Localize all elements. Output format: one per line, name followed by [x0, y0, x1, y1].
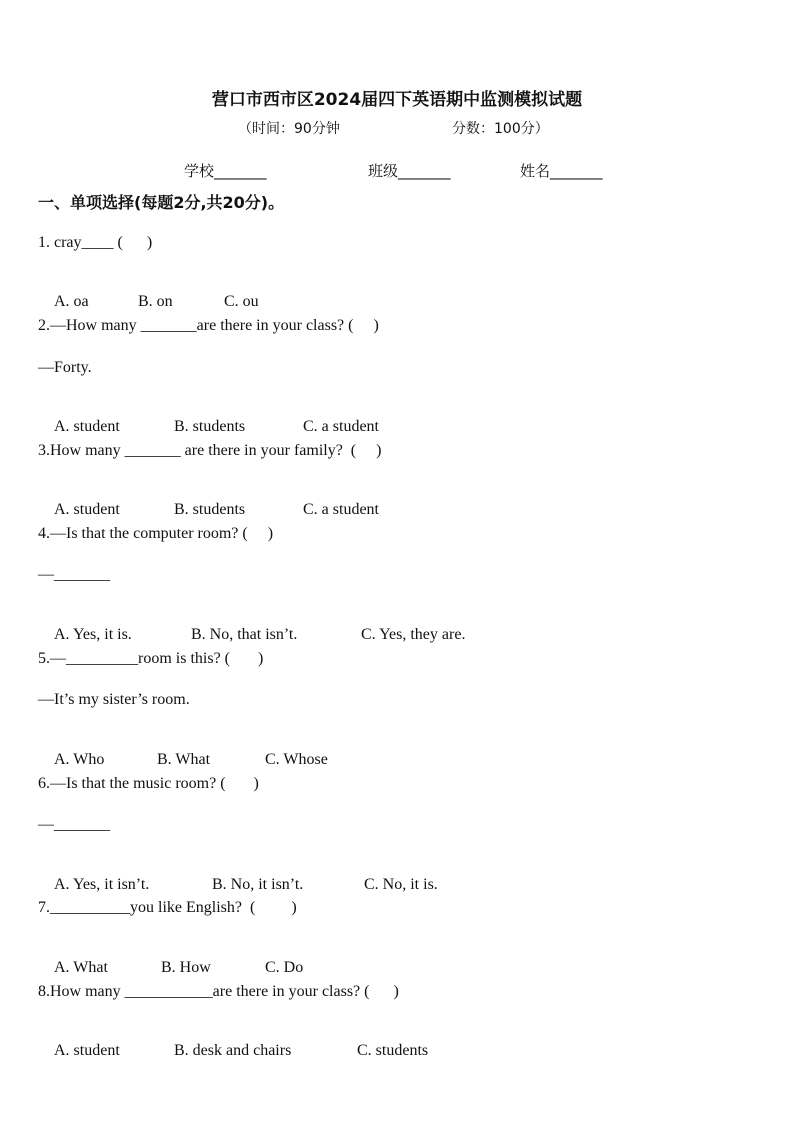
option-b: B. students [174, 501, 246, 518]
exam-title: 营口市西市区2024届四下英语期中监测模拟试题 [211, 90, 583, 110]
option-a: A. What [54, 959, 108, 976]
option-c: C. a student [303, 418, 379, 435]
question-stem: 1. cray____ ( ) [38, 234, 153, 251]
class-field: 班级_______ [368, 162, 451, 180]
exam-time: （时间：90分钟 [238, 121, 340, 137]
question-reply: —_______ [38, 566, 110, 583]
question-reply: —It’s my sister’s room. [38, 691, 190, 708]
question-reply: —Forty. [38, 359, 92, 376]
question-stem: 2.—How many _______are there in your class? ( ) [38, 317, 379, 334]
option-a: A. Yes, it isn’t. [54, 876, 150, 893]
question-stem: 4.—Is that the computer room? ( ) [38, 525, 274, 542]
option-b: B. How [161, 959, 211, 976]
option-b: B. No, that isn’t. [191, 626, 298, 643]
option-c: C. Do [265, 959, 304, 976]
option-b: B. students [174, 418, 246, 435]
option-a: A. Yes, it is. [54, 626, 132, 643]
school-field: 学校_______ [184, 162, 267, 180]
option-b: B. on [138, 293, 173, 310]
option-b: B. desk and chairs [174, 1042, 292, 1059]
exam-score: 分数：100分） [452, 121, 549, 137]
question-reply: —_______ [38, 816, 110, 833]
option-c: C. Whose [265, 751, 328, 768]
option-c: C. a student [303, 501, 379, 518]
option-a: A. student [54, 418, 120, 435]
name-field: 姓名_______ [520, 162, 603, 180]
option-a: A. student [54, 501, 120, 518]
question-stem: 6.—Is that the music room? ( ) [38, 775, 259, 792]
option-c: C. students [357, 1042, 429, 1059]
option-b: B. No, it isn’t. [212, 876, 304, 893]
question-stem: 3.How many _______ are there in your family? ( ) [38, 442, 382, 459]
option-c: C. Yes, they are. [361, 626, 466, 643]
question-stem: 8.How many ___________are there in your class? ( ) [38, 983, 399, 1000]
option-a: A. Who [54, 751, 105, 768]
question-stem: 5.—_________room is this? ( ) [38, 650, 264, 667]
question-stem: 7.__________you like English? ( ) [38, 899, 297, 916]
option-a: A. student [54, 1042, 120, 1059]
option-c: C. ou [224, 293, 259, 310]
option-c: C. No, it is. [364, 876, 438, 893]
option-b: B. What [157, 751, 211, 768]
option-a: A. oa [54, 293, 89, 310]
section-heading: 一、单项选择(每题2分,共20分)。 [38, 193, 285, 212]
question-options [38, 1024, 428, 1078]
